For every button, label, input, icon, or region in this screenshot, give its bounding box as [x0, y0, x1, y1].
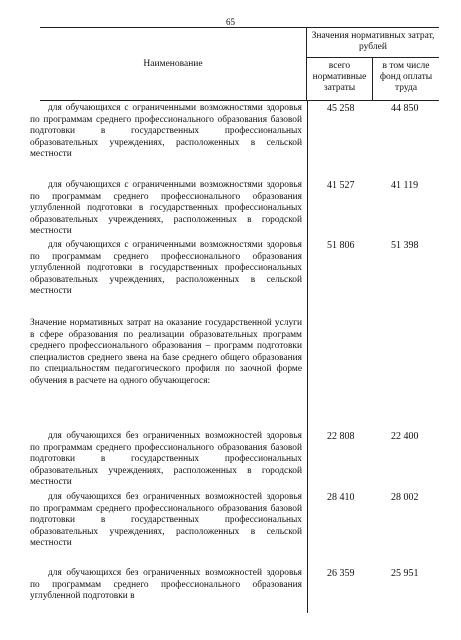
row-wage-value: 41 119: [391, 180, 419, 191]
row-total-value: 28 410: [327, 492, 355, 503]
row-description: для обучающихся без ограниченных возможностей здоровья по программам среднего профессионального образования базовой подготовки в государственных профессиональных образовательных учреждениях, расположенных в сельской местности: [30, 492, 302, 549]
row-description: для обучающихся с ограниченными возможностями здоровья по программам среднего профессионального образования углубленной подготовки в государственных профессиональных образовательных учреждениях, расположенных в городской местности: [30, 180, 302, 237]
row-description: для обучающихся с ограниченными возможностями здоровья по программам среднего профессионального образования углубленной подготовки в государственных профессиональных образовательных учреждениях, расположенных в сельской местности: [30, 240, 302, 297]
row-description: для обучающихся без ограниченных возможностей здоровья по программам среднего профессионального образования базовой подготовки в государственных профессиональных образовательных учреждениях, расположенных в городской местности: [30, 431, 302, 488]
row-wage-value: 22 400: [391, 431, 419, 442]
row-wage-value: 51 398: [391, 240, 419, 251]
row-total-value: 41 527: [327, 180, 355, 191]
row-wage-value: 28 002: [391, 492, 419, 503]
row-wage-value: 25 951: [391, 568, 419, 579]
row-total-value: 45 258: [327, 103, 355, 114]
header-name-label: Наименование: [143, 58, 203, 69]
row-total-value: 51 806: [327, 240, 355, 251]
row-description: для обучающихся без ограниченных возможностей здоровья по программам среднего профессионального образования углубленной подготовки в: [30, 568, 302, 602]
header-total-column: всего нормативные затраты: [307, 58, 373, 101]
row-total-value: 26 359: [327, 568, 355, 579]
header-name-cell: [40, 27, 307, 101]
row-wage-value: 44 850: [391, 103, 419, 114]
header-values-group: Значения нормативных затрат, рублей: [307, 27, 439, 58]
row-description: для обучающихся с ограниченными возможностями здоровья по программам среднего профессионального образования базовой подготовки в государственных профессиональных образовательных учреждениях, расположенных в сельской местности: [30, 103, 302, 160]
page-number: 65: [226, 17, 235, 27]
column-divider: [307, 101, 308, 613]
row-total-value: 22 808: [327, 431, 355, 442]
header-wage-column: в том числе фонд оплаты труда: [373, 58, 439, 101]
section-description: Значение нормативных затрат на оказание государственной услуги в сфере образования по реализации образовательных программ среднего профессионального образования – программ подготовки специалистов среднего звена на базе среднего общего образования по специальностям педагогического профиля по заочной форме обучения в расчете на одного обучающегося:: [30, 318, 302, 386]
